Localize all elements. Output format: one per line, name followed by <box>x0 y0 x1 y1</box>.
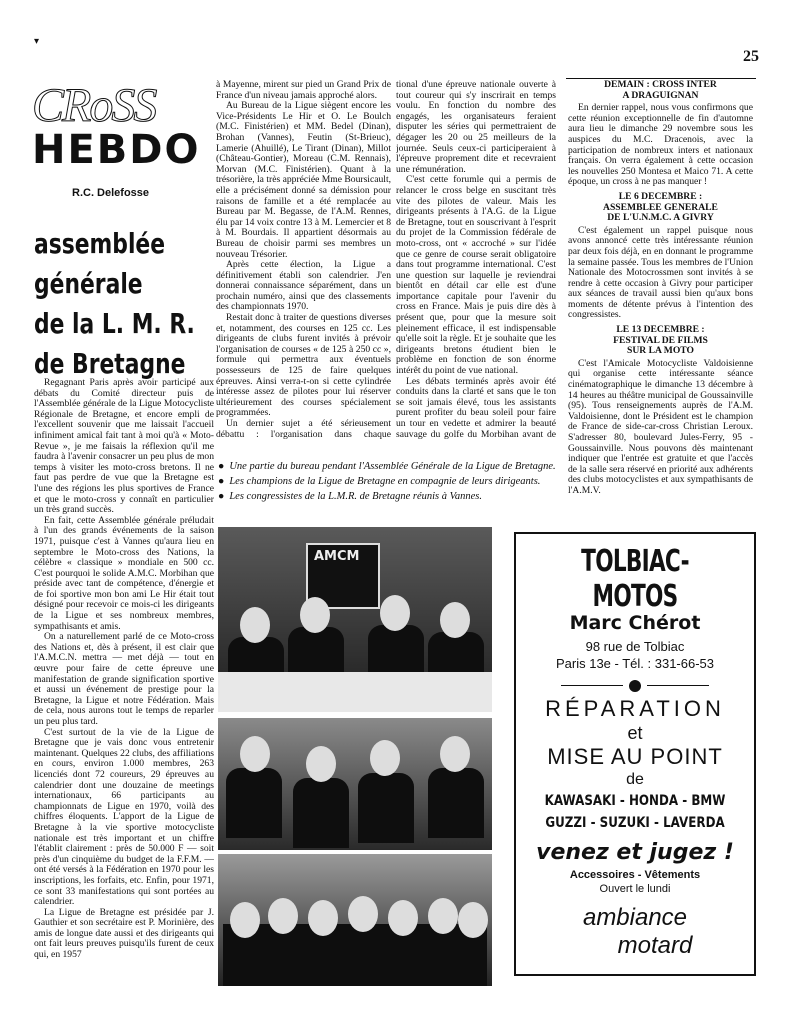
paragraph: La Ligue de Bretagne est présidée par J. Gauthier et son secrétaire est P. Morinière, des amis de longue date aussi et des dirigeants qui ont fait leurs preuves puisqu'ils furent de ceux qui, en 1957 <box>34 906 214 961</box>
ad-address: 98 rue de Tolbiac Paris 13e - Tél. : 331-66-53 <box>555 639 714 671</box>
logo-line-2: HEBDO <box>32 127 201 173</box>
person-head <box>380 595 410 631</box>
paragraph: Au Bureau de la Ligue siègent encore les Vice-Présidents Le Hir et O. Le Boulch (M.C. Finistérien) et MM. Bedel (Dinan), Brohan (Vannes), Feutin (St-Brieuc), Lamerie (Ahuillé), Le Tirant (Dinan), Millot (Château-Gontier), Moreau (C.M. Rennais), Morvan (M.C. Finistérien). Quant à la trésorière, la très appréciée Mme Boursicault, elle a précisément donné sa démission pour raisons de famille et a été remplacée au Bureau par M. Begasse, de l'A.M. Rennes, élu par 14 voix contre 13 à M. Lemercier et 8 à M. Bourdais. Il appartient désormais au Bureau de choisir parmi ses membres un nouveau Trésorier. <box>216 100 391 260</box>
section-heading: LE 6 DECEMBRE : ASSEMBLEE GENERALE DE L'U.N.M.C. A GIVRY <box>603 190 718 224</box>
headline-line: générale <box>34 267 143 300</box>
headline-line: de la L. M. R. <box>34 307 195 340</box>
article-column-3 <box>396 80 556 440</box>
paragraph: Les débats terminés après avoir été conduits dans la clarté et sans que le ton se soit jamais élevé, tous les assistants purent profiter du beau soleil pour faire un tour en vedette et admirer la beauté sauvage du golfe du Morbihan avant de <box>396 375 556 440</box>
caption-bullet: ● <box>218 491 225 502</box>
paragraph: Après cette élection, la Ligue a définitivement établi son calendrier. J'en donnerai connaissance séparément, dans un prochain numéro, ainsi que des classements des championnats 1970. <box>216 259 391 313</box>
paragraph: Restait donc à traiter de questions diverses et, notamment, des courses en 125 cc. Les dirigeants de clubs furent invités à prévoir l'organisation de courses « de 125 à 250 cc », formule qui permettra aux éventuels possesseurs de 125 de faire quelques épreuves. Ainsi verra-t-on si cette cylindrée intéresse assez de pilotes pour lui réserver ultérieurement des courses spécialement programmées. <box>216 312 391 419</box>
headline-line: assemblée <box>34 227 166 260</box>
paragraph: En fait, cette Assemblée générale préludait à l'un des grands événements de la saison 1971, puisque c'est à Vannes qu'aura lieu en septembre le Moto-cross des Nations, la célèbre « classique » mondiale en 500 cc. C'est pourquoi le solide A.M.C. Morbihan que préside avec tant de compétence, d'énergie et de foi sportive mon bon ami Le Hir était tout désigné pour recevoir ce mois-ci les dirigeants de la Ligue et ses nombreux membres, sympathisants et amis. <box>34 514 214 632</box>
corner-mark: ▾ <box>34 36 40 47</box>
ad-ambiance: ambiance motard <box>582 904 693 959</box>
person-silhouette <box>428 768 484 838</box>
ad-opening: Ouvert le lundi <box>599 883 671 895</box>
person-head <box>388 900 418 936</box>
person-head <box>268 898 298 934</box>
ad-owner: Marc Chérot <box>569 612 701 634</box>
page-number: 25 <box>743 48 759 65</box>
article-column-2 <box>216 80 391 440</box>
tolbiac-motos-advertisement <box>514 532 756 976</box>
ad-title: TOLBIAC-MOTOS <box>581 544 689 614</box>
person-head <box>306 746 336 782</box>
ad-venez: venez et jugez ! <box>536 840 734 865</box>
section-heading: DEMAIN : CROSS INTER A DRAGUIGNAN <box>604 79 717 101</box>
caption-bullet: ● <box>218 476 225 487</box>
person-head <box>240 736 270 772</box>
person-head <box>458 902 488 938</box>
paragraph: On a naturellement parlé de ce Moto-cross des Nations et, dès à présent, il est clair que l'A.M.C.N. mettra — met déjà — tout en œuvre pour faire de cette épreuve une manifestation de grande signification sportive et aussi un événement de prestige pour la Bretagne, la Ligue et notre Fédération. Mais de cela, nous aurons tout le temps de reparler un peu plus tard. <box>34 631 214 727</box>
paragraph: Un dernier sujet a été sérieusement débattu : l'organisation dans chaque <box>216 418 391 440</box>
photo-congress-group <box>218 854 492 986</box>
person-head <box>300 597 330 633</box>
logo-line-1: CRoSS <box>32 79 156 132</box>
section-heading: LE 13 DECEMBRE : FESTIVAL DE FILMS SUR LA MOTO <box>613 324 708 357</box>
amcm-flag: AMCM <box>306 543 380 609</box>
photo-captions <box>218 460 558 505</box>
paragraph: à Mayenne, mirent sur pied un Grand Prix de France d'un niveau jamais approché alors. <box>216 80 391 101</box>
crowd-silhouette <box>223 924 487 986</box>
byline: R.C. Delefosse <box>72 187 150 199</box>
photo-champions <box>218 718 492 850</box>
ad-brands-2: GUZZI - SUZUKI - LAVERDA <box>545 815 725 831</box>
person-head <box>440 602 470 638</box>
caption-bullet: ● <box>218 461 225 472</box>
section-text: En dernier rappel, nous vous confirmons que cette réunion exceptionnelle de fin d'automne aura lieu le dimanche 29 novembre sous les auspices du M.C. Dracenois, avec la participation de nombreux inters et nationaux français. On verra également à cette occasion les nouvelles 250 Montesa et Maico 71. A cette époque, un cross à ne pas manquer ! <box>568 102 753 188</box>
caption: ● Une partie du bureau pendant l'Assemblée Générale de la Ligue de Bretagne. <box>218 461 556 472</box>
person-silhouette <box>293 778 349 848</box>
caption: ● Les champions de la Ligue de Bretagne en compagnie de leurs dirigeants. <box>218 476 541 487</box>
article-column-1 <box>34 378 214 980</box>
headline <box>34 224 195 384</box>
caption: ● Les congressistes de la L.M.R. de Bretagne réunis à Vannes. <box>218 491 482 502</box>
paragraph: Regagnant Paris après avoir participé aux débats du Comité directeur puis de l'Assemblée générale de la Ligue Motocycliste Régionale de Bretagne, et encore empli de l'excellent souvenir que me laissait l'accueil infiniment amical fait tant à moi qu'à « Moto-Revue », je me faisais la réflexion qu'il me faudra à l'avenir consacrer un peu plus de mon temps à visiter les moto-cross bretons. Il ne faut pas perdre de vue que la Bretagne est l'une des régions les plus sportives de France et que le moto-cross y connaît en particulier un très grand succès. <box>34 378 214 516</box>
person-head <box>440 736 470 772</box>
photo-bureau-meeting <box>218 527 492 712</box>
person-head <box>370 740 400 776</box>
ad-de: de <box>626 771 644 788</box>
news-briefs-column <box>568 80 753 501</box>
paragraph: C'est cette forumle qui a permis de relancer le cross belge en suscitant très vite des pilotes de valeur. Mais les dirigeants présents à l'A.G. de la Ligue de Bretagne, tout en souscrivant à l'esprit du projet de la Commission fédérale de moto-cross, ont « accroché » sur l'idée que ce genre de course serait obligatoire dans tout programme international. C'est une question sur laquelle je reviendrai bientôt en détail car elle est d'une importance capitale pour l'avenir du cross en France. Mais je puis dire dès à présent que, pour que la mesure soit pleinement efficace, il est indispensable qu'elle soit la règle. Et je souhaite que les dirigeants bretons étudient bien le problème en fonction de son énorme intérêt du point de vue national. <box>396 174 556 377</box>
person-silhouette <box>358 773 414 843</box>
paragraph: tional d'une épreuve nationale ouverte à tout coureur qui s'y inscrirait en temps voulu. En fonction du nombre des engagés, les organisateurs feraient disputer les séries qui permettraient de dégager les 20 ou 25 meilleurs de la journée. Seuls ceux-ci participeraient à l'épreuve proprement dite et recevraient une rémunération. <box>396 80 556 175</box>
section-text: C'est l'Amicale Motocycliste Valdoisienne qui organise cette intéressante séance cinématographique le dimanche 13 décembre à 14 heures au théâtre municipal de Goussainville (95). Tous renseignements auprès de l'A.M. Valdoisienne, dont le Président est le champion de France de side-car-cross Christian Leroux. S'adresser 80, boulevard Jules-Ferry, 95 - Goussainville. Nous pouvons dès maintenant indiquer que l'entrée est gratuite et que l'accès de la salle sera réservé en priorité aux adhérents des clubs motocyclistes et aux sympathisants de l'A.M.V. <box>568 357 753 496</box>
ad-accessories: Accessoires - Vêtements <box>569 869 701 881</box>
person-head <box>428 898 458 934</box>
ad-et: et <box>627 723 643 743</box>
ad-brands-1: KAWASAKI - HONDA - BMW <box>544 793 726 809</box>
ad-divider-dot <box>629 680 641 692</box>
paragraph: C'est surtout de la vie de la Ligue de Bretagne que je vais donc vous entretenir maintenant. Quelques 22 clubs, des affiliations en cours, environ 1.000 membres, 263 licenciés dont 72 coureurs, 29 épreuves au calendrier dont une douzaine de meetings internationaux, 66 participants au championnats de Ligue en 1970, voilà des chiffres éloquents. L'apport de la Ligue de Bretagne à la vie sportive motocycliste nationale est très important et un chiffre l'établit clairement : près de 50.000 F — soit près d'un cinquième du budget de la F.F.M. — ont été versés à la Fédération en 1970 pour les inscriptions, les forfaits, etc. Enfin, pour 1971, ce sont 33 manifestations qui sont portées au calendrier. <box>34 726 214 908</box>
ad-mise-au-point: MISE AU POINT <box>547 744 723 769</box>
person-silhouette <box>226 768 282 838</box>
table <box>218 672 492 712</box>
headline-line: de Bretagne <box>34 347 186 380</box>
ad-reparation: RÉPARATION <box>545 696 725 721</box>
person-head <box>230 902 260 938</box>
cross-hebdo-logo <box>32 79 214 182</box>
person-head <box>308 900 338 936</box>
person-head <box>348 896 378 932</box>
section-text: C'est également un rappel puisque nous avons annoncé cette très intéressante réunion par deux fois déjà, en en donnant le programme la semaine passée. Tous les membres de l'Union Nationale des Motocrossmen sont invités à se rendre à cette occasion à Givry pour participer aux séances de travail aussi bien qu'aux bons moments de détente prévus à l'intention des congressistes. <box>568 224 753 321</box>
person-head <box>240 607 270 643</box>
